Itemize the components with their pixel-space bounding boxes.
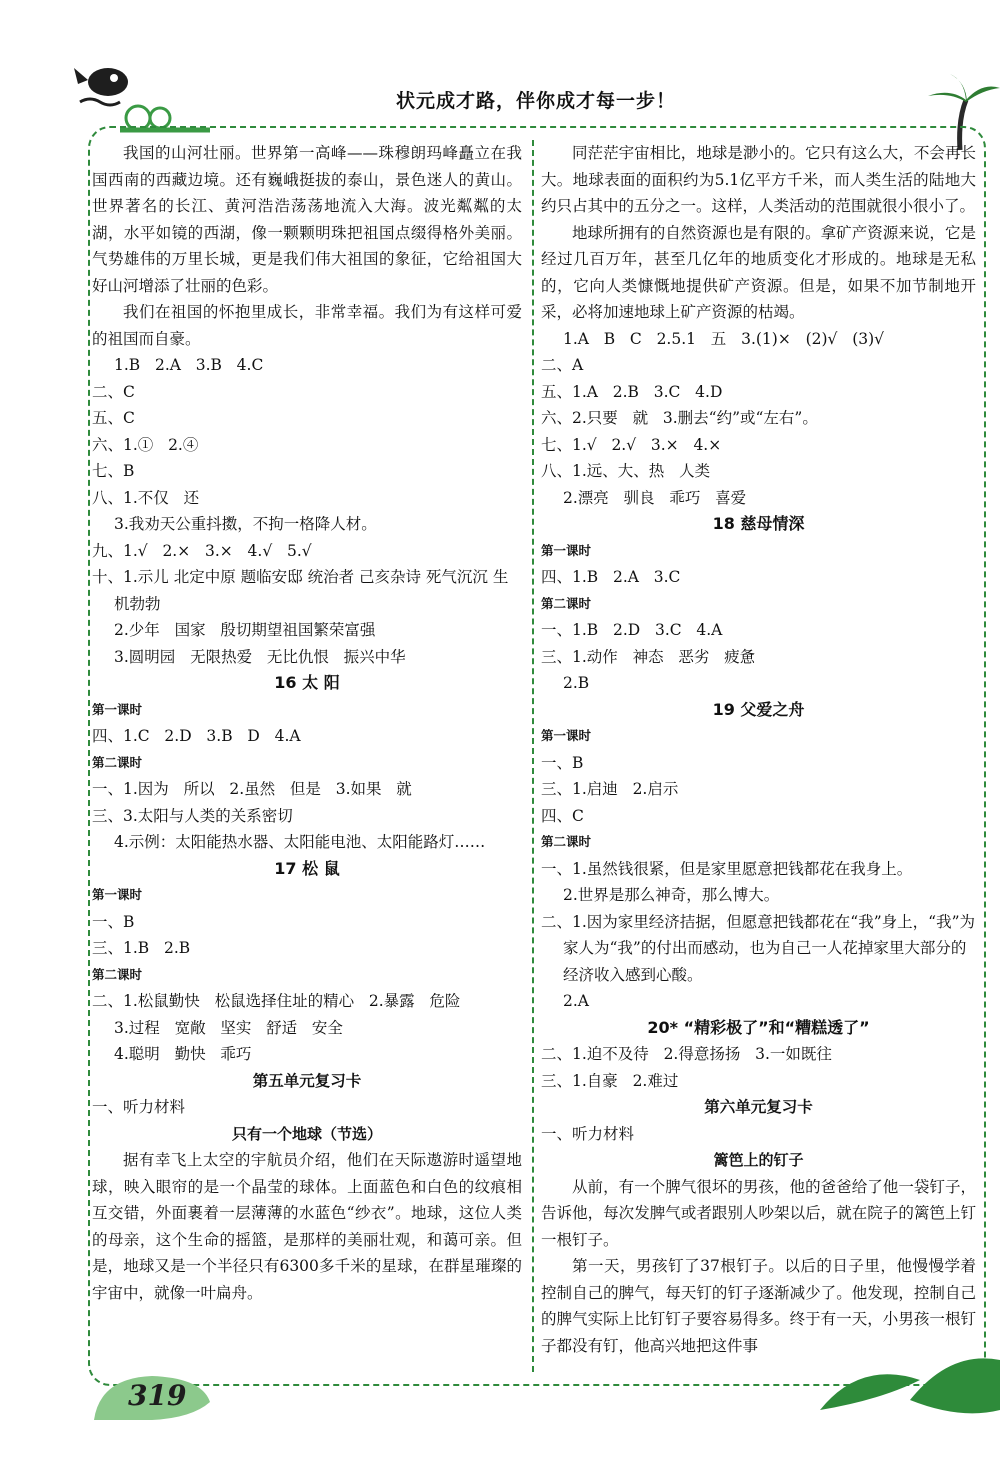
- leaf-decoration-icon: [800, 1340, 1000, 1440]
- answer-line: 二、1.迫不及待 2.得意扬扬 3.一如既往: [541, 1045, 832, 1063]
- answer-line: 2.世界是那么神奇，那么博大。: [563, 886, 780, 904]
- answer-line: 3.过程 宽敞 坚实 舒适 安全: [114, 1018, 343, 1037]
- answer-line: 1.A B C 2.5.1 五 3.(1)× (2)√ (3)√: [563, 329, 885, 348]
- period-label: 第二课时: [541, 834, 592, 849]
- answer-line: 七、B: [92, 462, 135, 480]
- unit-title: 第五单元复习卡: [252, 1071, 362, 1090]
- answer-line: 一、B: [92, 912, 135, 931]
- answer-line: 4.聪明 勤快 乖巧: [114, 1045, 252, 1063]
- answer-line: 一、听力材料: [92, 1098, 186, 1116]
- answer-line: 三、3.太阳与人类的关系密切: [92, 806, 293, 825]
- answer-line: 七、1.√ 2.√ 3.× 4.×: [541, 435, 722, 454]
- story-paragraph: 第一天，男孩钉了37根钉子。以后的日子里，他慢慢学着控制自己的脾气，每天钉的钉子逐渐减少了。他发现，控制自己的脾气实际上比钉钉子要容易得多。终于有一天，小男孩一根钉子都没有钉，他高兴地把这件事: [541, 1257, 976, 1355]
- period-label: 第二课时: [92, 754, 143, 770]
- answer-line: 三、1.自豪 2.难过: [541, 1071, 679, 1090]
- answer-line: 二、C: [92, 382, 135, 401]
- answer-line: 二、1.松鼠勤快 松鼠选择住址的精心 2.暴露 危险: [92, 992, 461, 1010]
- lesson-title: 18 慈母情深: [712, 514, 805, 533]
- answer-line: 2.少年 国家 殷切期望祖国繁荣富强: [114, 621, 376, 639]
- story-paragraph: 据有幸飞上太空的宇航员介绍，他们在天际遨游时遥望地球，映入眼帘的是一个晶莹的球体。上面蓝色和白色的纹痕相互交错，外面裹着一层薄薄的水蓝色“纱衣”。地球，这位人类的母亲，这个生命的摇篮，是那样的美丽壮观，和蔼可亲。但是，地球又是一个半径只有6300多千米的星球，在群星璀璨的宇宙中，就像一叶扁舟。: [92, 1151, 522, 1302]
- lesson-title: 16 太 阳: [274, 673, 340, 692]
- answer-line: 一、1.虽然钱很紧，但是家里愿意把钱都花在我身上。: [541, 859, 913, 878]
- answer-line: 六、1.① 2.④: [92, 435, 199, 454]
- answer-line: 2.A: [563, 992, 589, 1010]
- answer-line: 四、C: [541, 806, 584, 825]
- page-header: [0, 0, 1000, 140]
- story-paragraph: 从前，有一个脾气很坏的男孩，他的爸爸给了他一袋钉子，告诉他，每次发脾气或者跟别人吵架以后，就在院子的篱笆上钉一根钉子。: [541, 1177, 976, 1249]
- answer-line: 四、1.C 2.D 3.B D 4.A: [92, 727, 301, 745]
- lesson-title: 19 父爱之舟: [712, 699, 805, 719]
- answer-line: 2.B: [563, 674, 590, 692]
- passage-paragraph: 我国的山河壮丽。世界第一高峰——珠穆朗玛峰矗立在我国西南的西藏边境。还有巍峨挺拔的泰山，景色迷人的黄山。世界著名的长江、黄河浩浩荡荡地流入大海。波光粼粼的太湖，水平如镜的西湖，像一颗颗明珠把祖国点缀得格外美丽。气势雄伟的万里长城，更是我们伟大祖国的象征，它给祖国大好山河增添了壮丽的色彩。: [92, 144, 522, 295]
- answer-line: 二、A: [541, 356, 584, 374]
- period-label: 第二课时: [541, 595, 592, 611]
- header-slogan: 状元成才路，伴你成才每一步！: [396, 90, 677, 112]
- right-column: [541, 140, 976, 1359]
- passage-paragraph: 我们在祖国的怀抱里成长，非常幸福。我们为有这样可爱的祖国而自豪。: [92, 303, 522, 348]
- passage-paragraph: 地球所拥有的自然资源也是有限的。拿矿产资源来说，它是经过几百万年，甚至几亿年的地质变化才形成的。地球是无私的，它向人类慷慨地提供矿产资源。但是，如果不加节制地开采，必将加速地球上矿产资源的枯竭。: [541, 223, 976, 321]
- period-label: 第一课时: [92, 887, 143, 902]
- period-label: 第一课时: [92, 701, 143, 717]
- story-title: 篱笆上的钉子: [713, 1151, 804, 1169]
- answer-line: 六、2.只要 就 3.删去“约”或“左右”。: [541, 409, 818, 427]
- answer-line: 一、听力材料: [541, 1124, 635, 1143]
- period-label: 第二课时: [92, 966, 143, 982]
- answer-line: 3.我劝天公重抖擞，不拘一格降人材。: [114, 515, 377, 533]
- left-column: [92, 140, 522, 1306]
- answer-line: 五、C: [92, 409, 135, 427]
- answer-line: 四、1.B 2.A 3.C: [541, 568, 681, 586]
- story-title: 只有一个地球（节选）: [231, 1124, 382, 1143]
- answer-line: 二、1.因为家里经济拮据，但愿意把钱都花在“我”身上，“我”为家人为“我”的付出而感动，也为自己一人花掉家里大部分的经济收入感到心酸。: [541, 912, 975, 984]
- lesson-title: 17 松 鼠: [274, 858, 340, 878]
- answer-line: 一、1.B 2.D 3.C 4.A: [541, 621, 723, 639]
- answer-line: 八、1.远、大、热 人类: [541, 462, 711, 480]
- answer-line: 3.圆明园 无限热爱 无比仇恨 振兴中华: [114, 647, 406, 666]
- answer-line: 三、1.启迪 2.启示: [541, 780, 679, 798]
- period-label: 第一课时: [541, 728, 592, 743]
- answer-line: 1.B 2.A 3.B 4.C: [114, 356, 264, 374]
- lesson-title: 20* “精彩极了”和“糟糕透了”: [647, 1017, 870, 1037]
- answer-line: 十、1.示儿 北定中原 题临安邸 统治者 己亥杂诗 死气沉沉 生机勃勃: [92, 568, 509, 613]
- answer-line: 八、1.不仅 还: [92, 488, 200, 507]
- answer-line: 4.示例：太阳能热水器、太阳能电池、太阳能路灯……: [114, 833, 486, 851]
- answer-line: 五、1.A 2.B 3.C 4.D: [541, 382, 723, 401]
- passage-paragraph: 同茫茫宇宙相比，地球是渺小的。它只有这么大，不会再长大。地球表面的面积约为5.1亿平方千米，而人类生活的陆地大约只占其中的五分之一。这样，人类活动的范围就很小很小了。: [541, 144, 976, 215]
- unit-title: 第六单元复习卡: [704, 1098, 813, 1116]
- answer-line: 九、1.√ 2.× 3.× 4.√ 5.√: [92, 541, 312, 560]
- answer-line: 三、1.B 2.B: [92, 939, 191, 957]
- page-number: 319: [128, 1379, 187, 1412]
- answer-line: 三、1.动作 神态 恶劣 疲惫: [541, 647, 756, 666]
- period-label: 第一课时: [541, 542, 592, 558]
- answer-line: 一、1.因为 所以 2.虽然 但是 3.如果 就: [92, 780, 412, 798]
- column-divider: [532, 140, 534, 1372]
- answer-line: 一、B: [541, 753, 584, 772]
- answer-line: 2.漂亮 驯良 乖巧 喜爱: [563, 488, 747, 507]
